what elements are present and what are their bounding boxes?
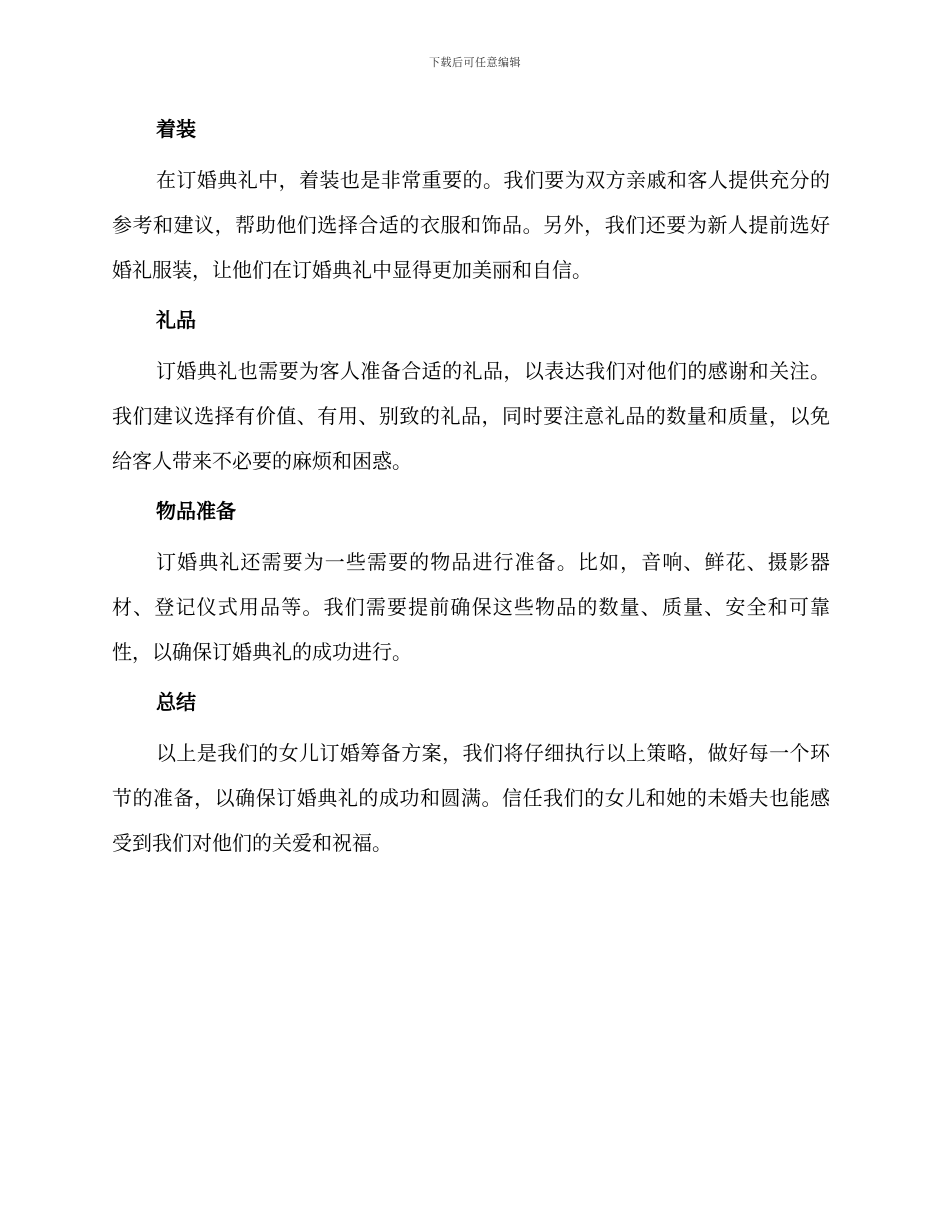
header-watermark: 下载后可任意编辑: [429, 56, 521, 69]
section-heading: 着装: [156, 117, 196, 141]
document-body: [112, 114, 830, 878]
section-paragraph: 在订婚典礼中，着装也是非常重要的。我们要为双方亲戚和客人提供充分的参考和建议，帮助他们选择合适的衣服和饰品。另外，我们还要为新人提前选好婚礼服装，让他们在订婚典礼中显得更加美丽和自信。: [112, 168, 830, 282]
section-heading: 总结: [156, 690, 196, 714]
section-items-preparation: [112, 496, 830, 675]
section-heading: 物品准备: [156, 499, 236, 523]
section-paragraph: 订婚典礼也需要为客人准备合适的礼品，以表达我们对他们的感谢和关注。我们建议选择有价值、有用、别致的礼品，同时要注意礼品的数量和质量，以免给客人带来不必要的麻烦和困惑。: [112, 359, 830, 473]
section-paragraph: 订婚典礼还需要为一些需要的物品进行准备。比如，音响、鲜花、摄影器材、登记仪式用品等。我们需要提前确保这些物品的数量、质量、安全和可靠性，以确保订婚典礼的成功进行。: [112, 550, 830, 664]
section-paragraph: 以上是我们的女儿订婚筹备方案，我们将仔细执行以上策略，做好每一个环节的准备，以确保订婚典礼的成功和圆满。信任我们的女儿和她的未婚夫也能感受到我们对他们的关爱和祝福。: [112, 741, 830, 855]
section-attire: [112, 114, 830, 293]
section-heading: 礼品: [156, 308, 196, 332]
section-summary: [112, 687, 830, 866]
section-gifts: [112, 305, 830, 484]
